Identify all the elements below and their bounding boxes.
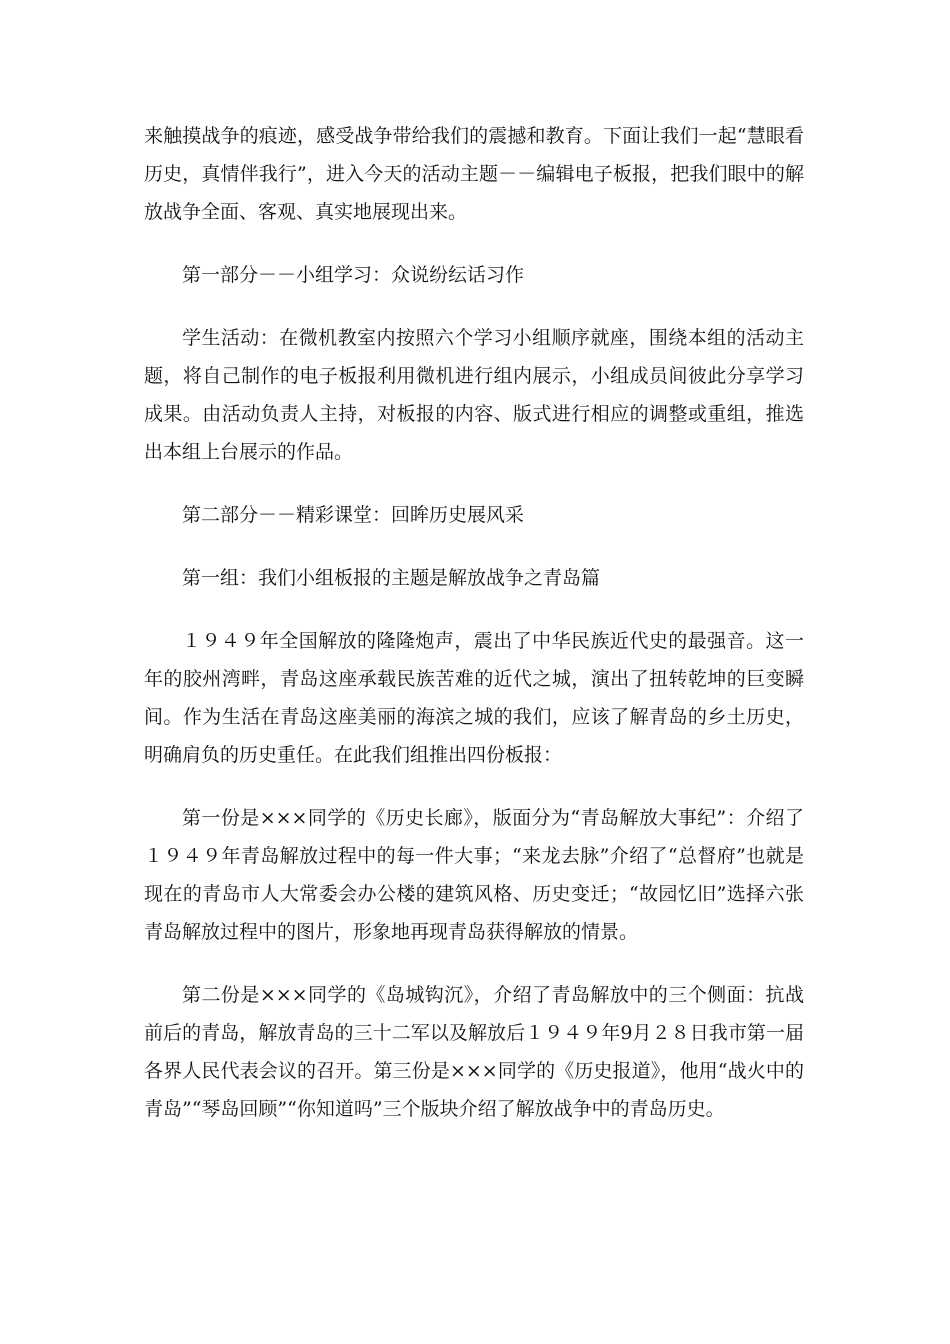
section-heading-part-one: 第一部分－－小组学习：众说纷纭话习作 — [182, 264, 525, 286]
paragraph-first-board: 第一份是×××同学的《历史长廊》，版面分为“青岛解放大事纪”：介绍了１９４９年青岛解放过程中的每一件大事；“来龙去脉”介绍了“总督府”也就是现在的青岛市人大常委会办公楼的建筑风格、历史变迁；“故园忆旧”选择六张青岛解放过程中的图片，形象地再现青岛获得解放的情景。 — [144, 807, 804, 943]
group-one-heading: 第一组：我们小组板报的主题是解放战争之青岛篇 — [182, 567, 601, 589]
document-page — [144, 117, 804, 1153]
paragraph-second-third-board: 第二份是×××同学的《岛城钩沉》，介绍了青岛解放中的三个侧面：抗战前后的青岛，解放青岛的三十二军以及解放后１９４９年9月２８日我市第一届各界人民代表会议的召开。第三份是×××同学的《历史报道》，他用“战火中的青岛”“琴岛回顾”“你知道吗”三个版块介绍了解放战争中的青岛历史。 — [144, 984, 804, 1120]
section-heading-part-two: 第二部分－－精彩课堂：回眸历史展风采 — [182, 504, 525, 526]
paragraph-student-activity: 学生活动：在微机教室内按照六个学习小组顺序就座，围绕本组的活动主题，将自己制作的电子板报利用微机进行组内展示，小组成员间彼此分享学习成果。由活动负责人主持，对板报的内容、版式进行相应的调整或重组，推选出本组上台展示的作品。 — [144, 327, 804, 463]
paragraph-intro-continuation: 来触摸战争的痕迹，感受战争带给我们的震撼和教育。下面让我们一起“慧眼看历史，真情伴我行”，进入今天的活动主题－－编辑电子板报，把我们眼中的解放战争全面、客观、真实地展现出来。 — [144, 125, 804, 223]
paragraph-qingdao-liberation: １９４９年全国解放的隆隆炮声，震出了中华民族近代史的最强音。这一年的胶州湾畔，青岛这座承载民族苦难的近代之城，演出了扭转乾坤的巨变瞬间。作为生活在青岛这座美丽的海滨之城的我们，应该了解青岛的乡土历史，明确肩负的历史重任。在此我们组推出四份板报： — [144, 630, 804, 766]
